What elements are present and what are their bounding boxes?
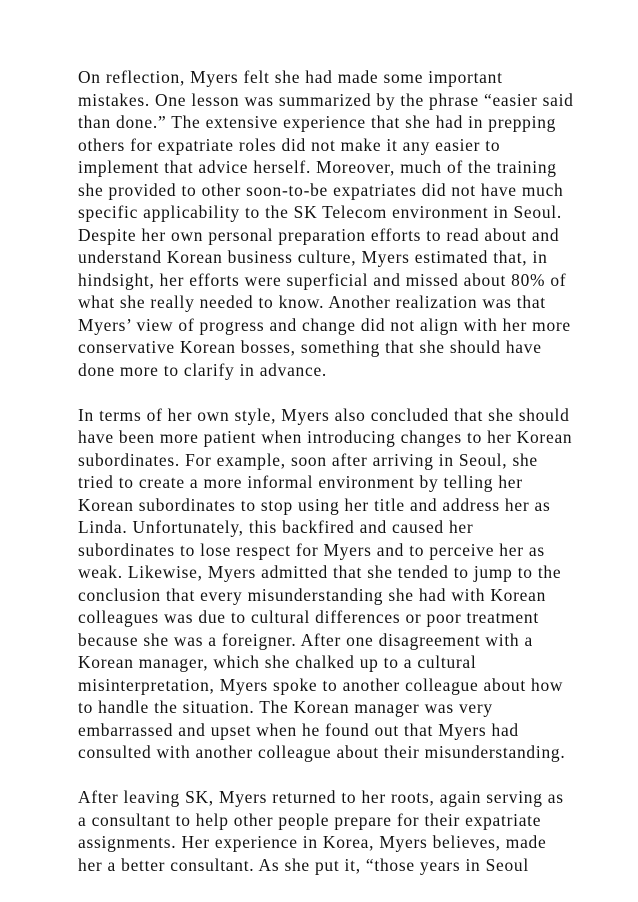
text-line: subordinates to lose respect for Myers and to perceive her as (78, 539, 545, 560)
text-line: because she was a foreigner. After one disagreement with a (78, 629, 533, 650)
text-line: colleagues was due to cultural differences or poor treatment (78, 607, 539, 627)
text-line: specific applicability to the SK Telecom environment in Seoul. (78, 202, 562, 222)
text-line: she provided to other soon-to-be expatriates did not have much (78, 179, 564, 200)
text-line: assignments. Her experience in Korea, Myers believes, made (78, 832, 547, 852)
text-line: than done.” The extensive experience that she had in prepping (78, 112, 557, 132)
text-line: Myers’ view of progress and change did not align with her more (78, 314, 571, 335)
text-line: what she really needed to know. Another realization was that (78, 292, 546, 312)
text-line: conservative Korean bosses, something that she should have (78, 337, 542, 357)
text-line: Despite her own personal preparation efforts to read about and (78, 224, 560, 245)
text-line: conclusion that every misunderstanding she had with Korean (78, 584, 547, 605)
text-line: a consultant to help other people prepare for their expatriate (78, 809, 542, 830)
text-line: others for expatriate roles did not make it any easier to (78, 134, 501, 155)
text-line: have been more patient when introducing changes to her Korean (78, 427, 573, 447)
text-line: Linda. Unfortunately, this backfired and caused her (78, 517, 474, 537)
text-line: subordinates. For example, soon after arriving in Seoul, she (78, 449, 538, 470)
text-line: mistakes. One lesson was summarized by the phrase “easier said (78, 89, 574, 110)
text-line: to handle the situation. The Korean manager was very (78, 697, 493, 717)
text-line: understand Korean business culture, Myers estimated that, in (78, 247, 548, 267)
text-line: embarrassed and upset when he found out that Myers had (78, 719, 519, 740)
text-line: tried to create a more informal environment by telling her (78, 472, 523, 492)
text-line: On reflection, Myers felt she had made some important (78, 67, 503, 87)
text-line: In terms of her own style, Myers also concluded that she should (78, 404, 570, 425)
paragraph-3 (78, 786, 578, 876)
text-line: done more to clarify in advance. (78, 359, 328, 380)
text-line: After leaving SK, Myers returned to her roots, again serving as (78, 787, 564, 807)
text-line: hindsight, her efforts were superficial and missed about 80% of (78, 269, 567, 290)
paragraph-1 (78, 66, 578, 381)
text-line: her a better consultant. As she put it, “those years in Seoul (78, 854, 529, 875)
text-line: consulted with another colleague about their misunderstanding. (78, 742, 566, 762)
text-line: misinterpretation, Myers spoke to another colleague about how (78, 674, 564, 695)
text-line: Korean subordinates to stop using her title and address her as (78, 494, 551, 515)
paragraph-2 (78, 404, 578, 764)
document-body (78, 66, 578, 899)
text-line: weak. Likewise, Myers admitted that she tended to jump to the (78, 562, 562, 582)
text-line: implement that advice herself. Moreover, much of the training (78, 157, 557, 177)
text-line: Korean manager, which she chalked up to a cultural (78, 652, 477, 672)
